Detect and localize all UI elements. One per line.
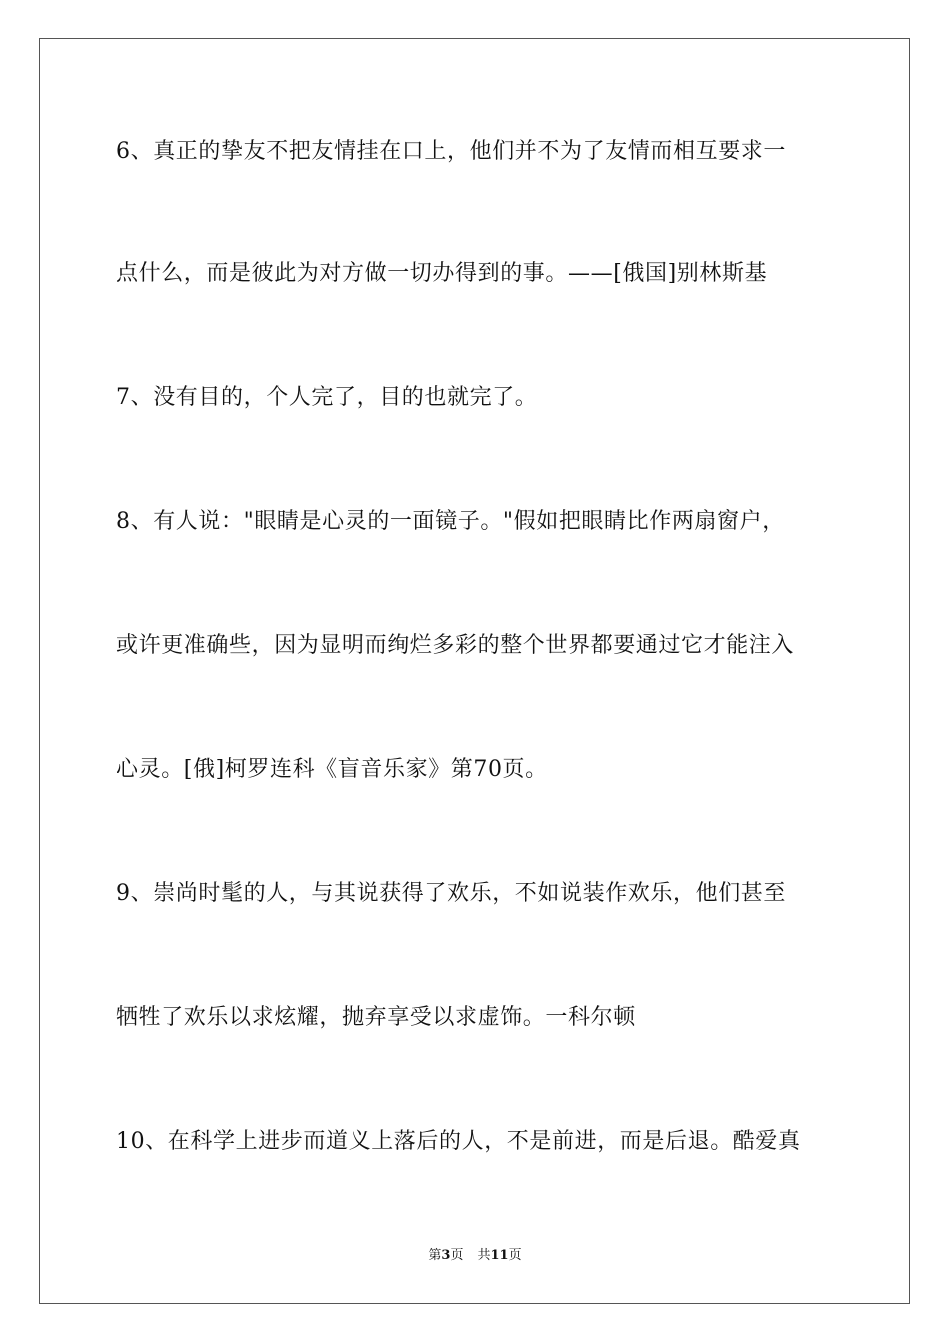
text-line: 点什么，而是彼此为对方做一切办得到的事。——[俄国]别林斯基 — [116, 261, 768, 286]
total-label-suffix: 页 — [508, 1248, 522, 1263]
text-line: 7、没有目的，个人完了，目的也就完了。 — [116, 385, 538, 410]
total-pages: 11 — [490, 1248, 509, 1263]
text-line: 9、崇尚时髦的人，与其说获得了欢乐，不如说装作欢乐，他们甚至 — [116, 881, 786, 906]
page-footer — [0, 1247, 950, 1265]
total-label-prefix: 共 — [477, 1248, 491, 1263]
page-border — [39, 38, 910, 1304]
page-label-suffix: 页 — [450, 1248, 464, 1263]
text-line: 6、真正的挚友不把友情挂在口上，他们并不为了友情而相互要求一 — [116, 139, 786, 164]
text-line: 心灵。[俄]柯罗连科《盲音乐家》第70页。 — [116, 757, 548, 782]
page-label-prefix: 第 — [428, 1248, 442, 1263]
text-line: 牺牲了欢乐以求炫耀，抛弃享受以求虚饰。一科尔顿 — [116, 1005, 636, 1030]
text-line: 10、在科学上进步而道义上落后的人，不是前进，而是后退。酷爱真 — [116, 1129, 801, 1154]
text-line: 8、有人说："眼睛是心灵的一面镜子。"假如把眼睛比作两扇窗户， — [116, 509, 785, 534]
text-line: 或许更准确些，因为显明而绚烂多彩的整个世界都要通过它才能注入 — [116, 633, 795, 658]
page-number: 3 — [441, 1248, 451, 1263]
